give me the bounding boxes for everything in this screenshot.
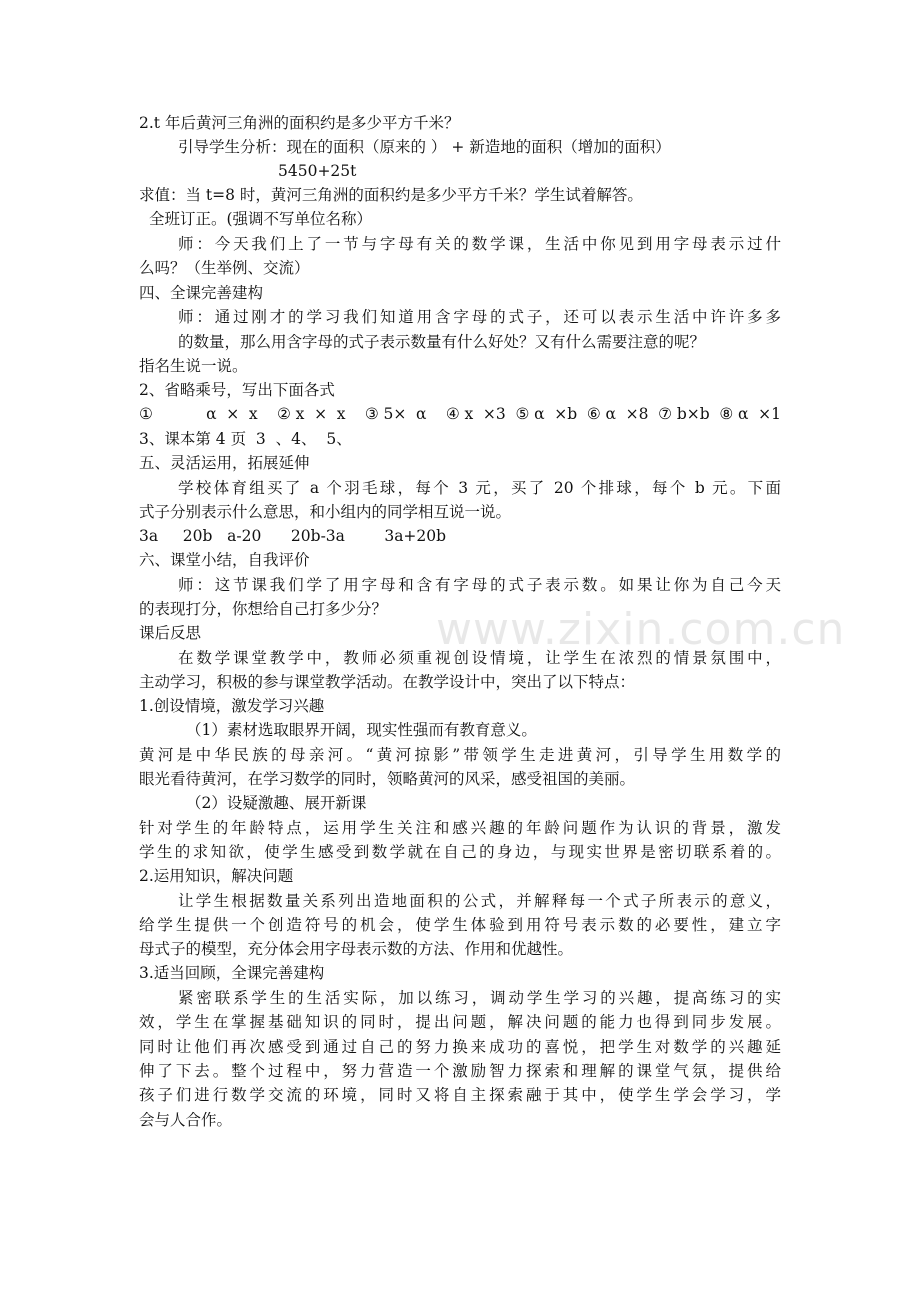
- subsection-heading: 3.适当回顾，全课完善建构: [139, 964, 325, 982]
- text-line: 2、省略乘号，写出下面各式: [139, 381, 335, 399]
- text-line: 眼光看待黄河，在学习数学的同时，领略黄河的风采，感受祖国的美丽。: [139, 770, 636, 788]
- text-line: 师：通过刚才的学习我们知道用含字母的式子，还可以表示生活中许许多多: [178, 308, 781, 326]
- text-line: 指名生说一说。: [139, 357, 248, 375]
- text-line: 求值：当 t=8 时，黄河三角洲的面积约是多少平方千米？学生试着解答。: [139, 186, 643, 204]
- text-line: 的数量，那么用含字母的式子表示数量有什么好处？又有什么需要注意的呢？: [178, 333, 706, 351]
- text-line: 师：今天我们上了一节与字母有关的数学课，生活中你见到用字母表示过什: [178, 235, 781, 253]
- text-line: 学校体育组买了 a 个羽毛球，每个 3 元，买了 20 个排球，每个 b 元。下面: [178, 479, 781, 497]
- text-line: 效，学生在掌握基础知识的同时，提出问题，解决问题的能力也得到同步发展。: [139, 1013, 781, 1031]
- text-line: 主动学习，积极的参与课堂教学活动。在教学设计中，突出了以下特点：: [139, 673, 636, 691]
- text-line: 伸了下去。整个过程中，努力营造一个激励智力探索和理解的课堂气氛，提供给: [139, 1062, 781, 1080]
- text-line: （1）素材选取眼界开阔，现实性强而有教育意义。: [186, 721, 537, 739]
- text-line: 黄河是中华民族的母亲河。“黄河掠影”带领学生走进黄河，引导学生用数学的: [139, 746, 781, 764]
- expression-line: 3a 20b a-20 20b-3a 3a+20b: [139, 527, 447, 545]
- text-line: 会与人合作。: [139, 1111, 233, 1129]
- text-line: 针对学生的年龄特点，运用学生关注和感兴趣的年龄问题作为认识的背景，激发: [139, 819, 781, 837]
- text-line: 在数学课堂教学中，教师必须重视创设情境，让学生在浓烈的情景氛围中，: [178, 649, 781, 667]
- text-line: （2）设疑激趣、展开新课: [186, 794, 367, 812]
- text-line: 紧密联系学生的生活实际，加以练习，调动学生学习的兴趣，提高练习的实: [178, 989, 781, 1007]
- text-line: 2.t 年后黄河三角洲的面积约是多少平方千米？: [139, 114, 460, 132]
- text-line: 给学生提供一个创造符号的机会，使学生体验到用符号表示数的必要性，建立字: [139, 916, 781, 934]
- text-line: 3、课本第 4 页 3 、4、 5、: [139, 430, 352, 448]
- subsection-heading: 2.运用知识，解决问题: [139, 867, 294, 885]
- text-line: 孩子们进行数学交流的环境，同时又将自主探索融于其中，使学生学会学习，学: [139, 1086, 781, 1104]
- text-line: 让学生根据数量关系列出造地面积的公式，并解释每一个式子所表示的意义，: [178, 892, 781, 910]
- exercise-line: ① α × x ②x × x ③5× α ④x ×3 ⑤α ×b ⑥α ×8 ⑦b×b ⑧α ×1: [139, 405, 781, 423]
- text-line: 的表现打分，你想给自己打多少分？: [139, 600, 388, 618]
- text-line: 全班订正。(强调不写单位名称）: [149, 210, 373, 228]
- text-line: 么吗？（生举例、交流）: [139, 259, 310, 277]
- text-line: 母式子的模型，充分体会用字母表示数的方法、作用和优越性。: [139, 940, 574, 958]
- text-line: 式子分别表示什么意思，和小组内的同学相互说一说。: [139, 503, 512, 521]
- section-heading: 课后反思: [139, 624, 202, 642]
- section-heading: 六、课堂小结，自我评价: [139, 551, 310, 569]
- section-heading: 五、灵活运用，拓展延伸: [139, 454, 310, 472]
- formula-line: 5450+25t: [278, 162, 357, 180]
- watermark: www.zixin.com.cn: [436, 604, 846, 655]
- text-line: 引导学生分析：现在的面积（原来的 ） + 新造地的面积（增加的面积）: [178, 138, 671, 156]
- section-heading: 四、全课完善建构: [139, 284, 264, 302]
- text-line: 师：这节课我们学了用字母和含有字母的式子表示数。如果让你为自己今天: [178, 576, 781, 594]
- text-line: 学生的求知欲，使学生感受到数学就在自己的身边，与现实世界是密切联系着的。: [139, 843, 781, 861]
- subsection-heading: 1.创设情境，激发学习兴趣: [139, 697, 325, 715]
- text-line: 同时让他们再次感受到通过自己的努力换来成功的喜悦，把学生对数学的兴趣延: [139, 1038, 781, 1056]
